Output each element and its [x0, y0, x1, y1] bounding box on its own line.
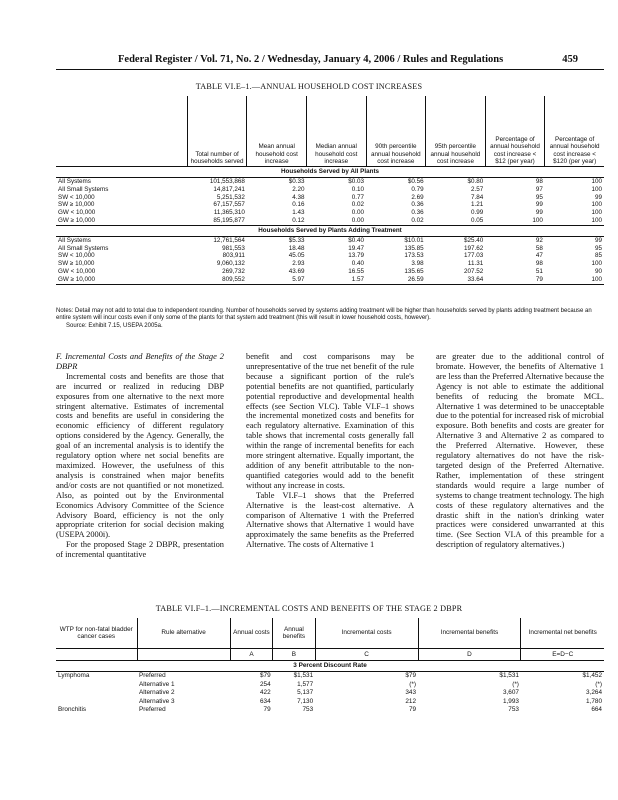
table-cell: 212 [405, 697, 417, 705]
table-cell: 99 [535, 209, 543, 217]
table-cell: $25.40 [463, 236, 484, 244]
row-label [56, 689, 137, 698]
table-cell: 0.00 [351, 216, 365, 224]
table-cell: 100 [591, 260, 602, 268]
table-cell: 2.57 [470, 185, 484, 193]
table-cell: 79 [408, 706, 417, 713]
table2-letter-blank [56, 649, 137, 661]
table-cell: 101,553,868 [209, 178, 245, 185]
table-cell: (*) [409, 680, 417, 688]
page-number: 459 [562, 54, 578, 65]
table-row [56, 672, 604, 681]
table-cell: 99 [535, 201, 543, 209]
body-column-1 [56, 352, 224, 560]
table-cell: 0.12 [292, 216, 305, 224]
table-cell: 0.40 [351, 260, 365, 268]
table-cell: 0.10 [351, 185, 365, 193]
table-cell: 664 [591, 706, 602, 713]
table2-col-6: Incremental net benefits [521, 618, 604, 649]
table2-letter-d: D [418, 649, 521, 661]
row-label: All Systems [58, 178, 91, 185]
table-cell: 79 [263, 706, 271, 713]
table-cell: 177.03 [463, 252, 484, 260]
table-cell: $0.80 [467, 178, 484, 185]
table2-col-2: Annual costs [230, 618, 272, 649]
table-cell: 98 [535, 260, 543, 268]
table-cell: 1,577 [297, 680, 314, 688]
table-cell: 47 [535, 252, 543, 260]
table-cell: 0.02 [411, 216, 424, 224]
table-cell: 97 [535, 185, 543, 193]
section-label: Households Served by All Plants [56, 167, 604, 178]
table-cell: Alternative 1 [139, 680, 175, 688]
table1-col-2: Mean annual household cost increase [247, 96, 307, 167]
table-cell: 254 [259, 680, 271, 688]
row-label: All Systems [58, 236, 91, 244]
table-row [56, 689, 604, 698]
table-cell: 207.52 [463, 267, 484, 275]
table-row [56, 186, 604, 194]
household-cost-table [56, 96, 604, 285]
row-label: SW < 10,000 [58, 252, 95, 260]
table-cell: Preferred [139, 672, 166, 679]
table-cell: 100 [532, 216, 543, 224]
table-cell: 51 [535, 267, 543, 275]
table1-caption: TABLE VI.E–1.—ANNUAL HOUSEHOLD COST INCREASES [195, 82, 423, 91]
table-cell: 0.36 [411, 209, 424, 217]
table-cell: 13.79 [348, 252, 365, 260]
table2-col-5: Incremental benefits [418, 618, 521, 649]
table2-col-3: Annual benefits [273, 618, 316, 649]
table-cell: $79 [405, 672, 417, 679]
table-cell: 14,817,241 [213, 185, 245, 193]
table-cell: 58 [535, 244, 543, 252]
table-cell: 100 [545, 276, 604, 284]
running-head: Federal Register / Vol. 71, No. 2 / Wednesday, January 4, 2006 / Rules and Regulations [118, 54, 504, 65]
row-label [56, 681, 137, 690]
table2-letter-b: B [273, 649, 316, 661]
table-cell: 634 [259, 697, 271, 705]
table-cell: (*) [595, 680, 602, 688]
table-row [56, 217, 604, 225]
table-cell: 5.97 [247, 276, 307, 284]
paragraph: are greater due to the additional control of bromate. However, the benefits of Alternative 1 are less than the Preferred Alternative because the Agency is not able to estimate the additional benefits of reducing the bromate MCL. Alternative 1 was determined to be unacceptable due to the potential for increased risk of microbial exposure. Both benefits and costs are greater for Alternative 3 and Alternative 2 as compared to the Preferred Alternative. However, these regulatory alternatives do not have the risk-targeted design of the Preferred Alternative. Rather, implementation of these stringent standards would require a large number of systems to change treatment technology. The high costs of these regulatory alternatives and the drastic shift in the nation's drinking water practices were considered unwarranted at this time. (See Section VI.A of this preamble for a description of regulatory alternatives.) [436, 352, 604, 550]
table-cell: 92 [535, 236, 543, 244]
table1-col-7: Percentage of annual household cost increase < $120 (per year) [545, 96, 604, 167]
table1-note: Notes: Detail may not add to total due to independent rounding. Number of households served by systems adding treatment will be higher than households served by plants adding treatment because an entire system will incur costs even if only some of the plants for that system add treatment (this will result in lower household costs, however). [56, 308, 592, 322]
row-label: All Small Systems [58, 244, 109, 252]
table-cell: 99 [594, 193, 602, 201]
body-column-2 [246, 352, 414, 550]
table-row [56, 245, 604, 253]
table-cell: 135.65 [404, 267, 424, 275]
table-cell: 2.93 [292, 260, 305, 268]
table-row [56, 209, 604, 217]
row-label: GW < 10,000 [58, 209, 96, 217]
table-row [56, 276, 604, 284]
table-section-row [56, 661, 604, 672]
table-cell: Preferred [139, 706, 166, 713]
table-cell: 100 [591, 216, 602, 224]
table2-caption: TABLE VI.F–1.—INCREMENTAL COSTS AND BENEFITS OF THE STAGE 2 DBPR [155, 604, 463, 613]
table-cell: 1,993 [502, 697, 519, 705]
table1-col-3: Median annual household cost increase [306, 96, 366, 167]
table-cell: 43.69 [288, 267, 305, 275]
row-label: SW < 10,000 [58, 193, 95, 201]
table-cell: 1,780 [586, 697, 602, 705]
table-cell: 100 [591, 209, 602, 217]
section-heading: F. Incremental Costs and Benefits of the Stage 2 DBPR [56, 352, 224, 371]
row-label: SW ≥ 10,000 [58, 201, 95, 209]
row-label: Lymphoma [58, 672, 90, 679]
table1-col-6: Percentage of annual household cost increase < $12 (per year) [485, 96, 545, 167]
table-cell: 0.79 [411, 185, 424, 193]
table-cell: 173.53 [404, 252, 424, 260]
table1-col-0 [56, 96, 187, 167]
table-cell: 5,251,532 [216, 193, 245, 201]
table-cell: 26.59 [366, 276, 426, 284]
table-row [56, 201, 604, 209]
table-row [56, 706, 604, 715]
table-row [56, 268, 604, 276]
table-cell: 90 [594, 267, 602, 275]
table-cell: 0.02 [351, 201, 365, 209]
table-cell: 1.43 [292, 209, 305, 217]
table-cell: 0.00 [351, 209, 365, 217]
table-cell: 19.47 [348, 244, 365, 252]
table-cell: Alternative 2 [139, 689, 175, 696]
table-cell: 85 [594, 252, 602, 260]
table-row [56, 698, 604, 707]
table-cell: $5.33 [288, 236, 305, 244]
table-cell: 0.16 [292, 201, 305, 209]
row-label: Bronchitis [58, 706, 87, 713]
table-cell: 98 [535, 178, 543, 185]
table-cell: $0.40 [348, 236, 365, 244]
table-cell: 100 [591, 185, 602, 193]
table2-letter-c: C [315, 649, 418, 661]
row-label: GW ≥ 10,000 [56, 276, 187, 284]
table-cell: 1.57 [306, 276, 366, 284]
table-cell: 11,365,310 [213, 209, 245, 217]
table-cell: 0.05 [470, 216, 484, 224]
table-cell: 100 [591, 201, 602, 209]
table1-col-4: 90th percentile annual household cost increase [366, 96, 426, 167]
table-cell: 12,761,564 [213, 236, 245, 244]
page-header [0, 54, 618, 68]
table-cell: $1,531 [499, 672, 519, 679]
table-row [56, 260, 604, 268]
table-row [56, 236, 604, 244]
table2-col-1: Rule alternative [137, 618, 230, 649]
table-cell: 7,130 [297, 697, 314, 705]
table2-letter-a: A [230, 649, 272, 661]
table-cell: 7.84 [470, 193, 484, 201]
table1-col-1: Total number of households served [187, 96, 247, 167]
table-cell: $0.56 [407, 178, 424, 185]
table-cell: $79 [259, 672, 271, 679]
table-cell: 135.85 [404, 244, 424, 252]
table-row [56, 178, 604, 186]
table1-header-row [56, 96, 604, 167]
table-cell: 95 [535, 193, 543, 201]
table-cell: 422 [259, 689, 271, 696]
table-cell: 2.69 [411, 193, 424, 201]
paragraph: Incremental costs and benefits are those that are incurred or realized in reducing DBP exposures from one alternative to the next more stringent alternative. Estimates of incremental costs and benefits are useful in considering the economic efficiency of different regulatory options considered by the Agency. Generally, the goal of an incremental analysis is to identify the regulatory option where net social benefits are maximized. However, the usefulness of this analysis is constrained when major benefits and/or costs are not quantified or not monetized. Also, as pointed out by the Environmental Economics Advisory Committee of the Science Advisory Board, efficiency is not the only appropriate criterion for social decision making (USEPA 2000i). [56, 371, 224, 540]
table-cell: 11.31 [467, 260, 484, 268]
table-cell: 1.21 [470, 201, 484, 209]
table2-letter-e: E=D−C [521, 649, 604, 661]
table-cell: 18.48 [288, 244, 305, 252]
header-rule [56, 69, 604, 70]
table-row [56, 194, 604, 202]
row-label: GW < 10,000 [58, 267, 96, 275]
table1-source: Source: Exhibit 7.15, USEPA 2005a. [66, 322, 163, 329]
body-column-3 [436, 352, 604, 550]
table-cell: 9,060,132 [216, 260, 245, 268]
section-label: 3 Percent Discount Rate [56, 661, 604, 672]
table-cell: 85,195,877 [213, 216, 245, 224]
table2-header-row [56, 618, 604, 649]
table-cell: 100 [591, 178, 602, 185]
table-cell: 5,137 [297, 689, 314, 696]
table2-col-4: Incremental costs [315, 618, 418, 649]
table-cell: $0.03 [348, 178, 365, 185]
table-cell: 197.62 [463, 244, 484, 252]
table-row [56, 252, 604, 260]
table2-col-0: WTP for non-fatal bladder cancer cases [56, 618, 137, 649]
table-cell: 45.05 [288, 252, 305, 260]
table-cell: 2.20 [292, 185, 305, 193]
row-label: All Small Systems [58, 185, 109, 193]
table-cell: 4.38 [292, 193, 305, 201]
table-cell: (*) [512, 680, 519, 688]
paragraph: benefit and cost comparisons may be unrepresentative of the true net benefit of the rule because a significant portion of the rule's potential benefits are not quantified, particularly potential reproductive and developmental health effects (see Section VI.C). Table VI.F–1 shows the incremental monetized costs and benefits for each regulatory alternative. Examination of this table shows that incremental costs generally fall within the range of incremental benefits for each more stringent alternative. Equally important, the addition of any benefit attributable to the non-quantified categories would add to the benefit without any increase in costs. [246, 352, 414, 490]
table-cell: 0.36 [411, 201, 424, 209]
table-cell: 809,552 [187, 276, 247, 284]
table-cell: 343 [405, 689, 417, 696]
table-cell: 0.99 [470, 209, 484, 217]
table-cell: Alternative 3 [139, 697, 175, 705]
table-row [56, 681, 604, 690]
table-section-row [56, 225, 604, 236]
table-cell: $1,531 [293, 672, 314, 679]
table-cell: 33.64 [426, 276, 486, 284]
incremental-cost-table [56, 618, 604, 715]
table-cell: 0.77 [351, 193, 365, 201]
paragraph: Table VI.F–1 shows that the Preferred Alternative is the least-cost alternative. A comparison of Alternative 1 with the Preferred Alternative shows that Alternative 1 would have approximately the same benefits as the Preferred Alternative. The costs of Alternative 1 [246, 490, 414, 550]
table2-letter-row [56, 649, 604, 661]
table1-notes [56, 308, 604, 330]
table-cell: 95 [594, 244, 602, 252]
table-cell: 79 [485, 276, 545, 284]
table-section-row [56, 167, 604, 178]
row-label [56, 698, 137, 707]
paragraph: For the proposed Stage 2 DBPR, presentation of incremental quantitative [56, 540, 224, 560]
table-cell: 3.98 [411, 260, 424, 268]
section-label: Households Served by Plants Adding Treatment [56, 225, 604, 236]
table-cell: 753 [508, 706, 519, 713]
table-cell: 67,157,557 [213, 201, 245, 209]
table2-letter-blank [137, 649, 230, 661]
row-label: GW ≥ 10,000 [58, 216, 96, 224]
table-cell: 753 [302, 706, 314, 713]
table-cell: 269,732 [222, 267, 245, 275]
table-cell: $0.33 [288, 178, 305, 185]
table-cell: 981,553 [222, 244, 245, 252]
table-cell: $1,452 [582, 672, 602, 679]
table-cell: 16.55 [348, 267, 365, 275]
table-cell: 3,607 [502, 689, 519, 696]
table-cell: 3,264 [586, 689, 602, 696]
table1-col-5: 95th percentile annual household cost increase [426, 96, 486, 167]
row-label: SW ≥ 10,000 [58, 260, 95, 268]
table-cell: 99 [594, 236, 602, 244]
table-cell: $10.01 [404, 236, 424, 244]
table-cell: 803,911 [222, 252, 245, 260]
